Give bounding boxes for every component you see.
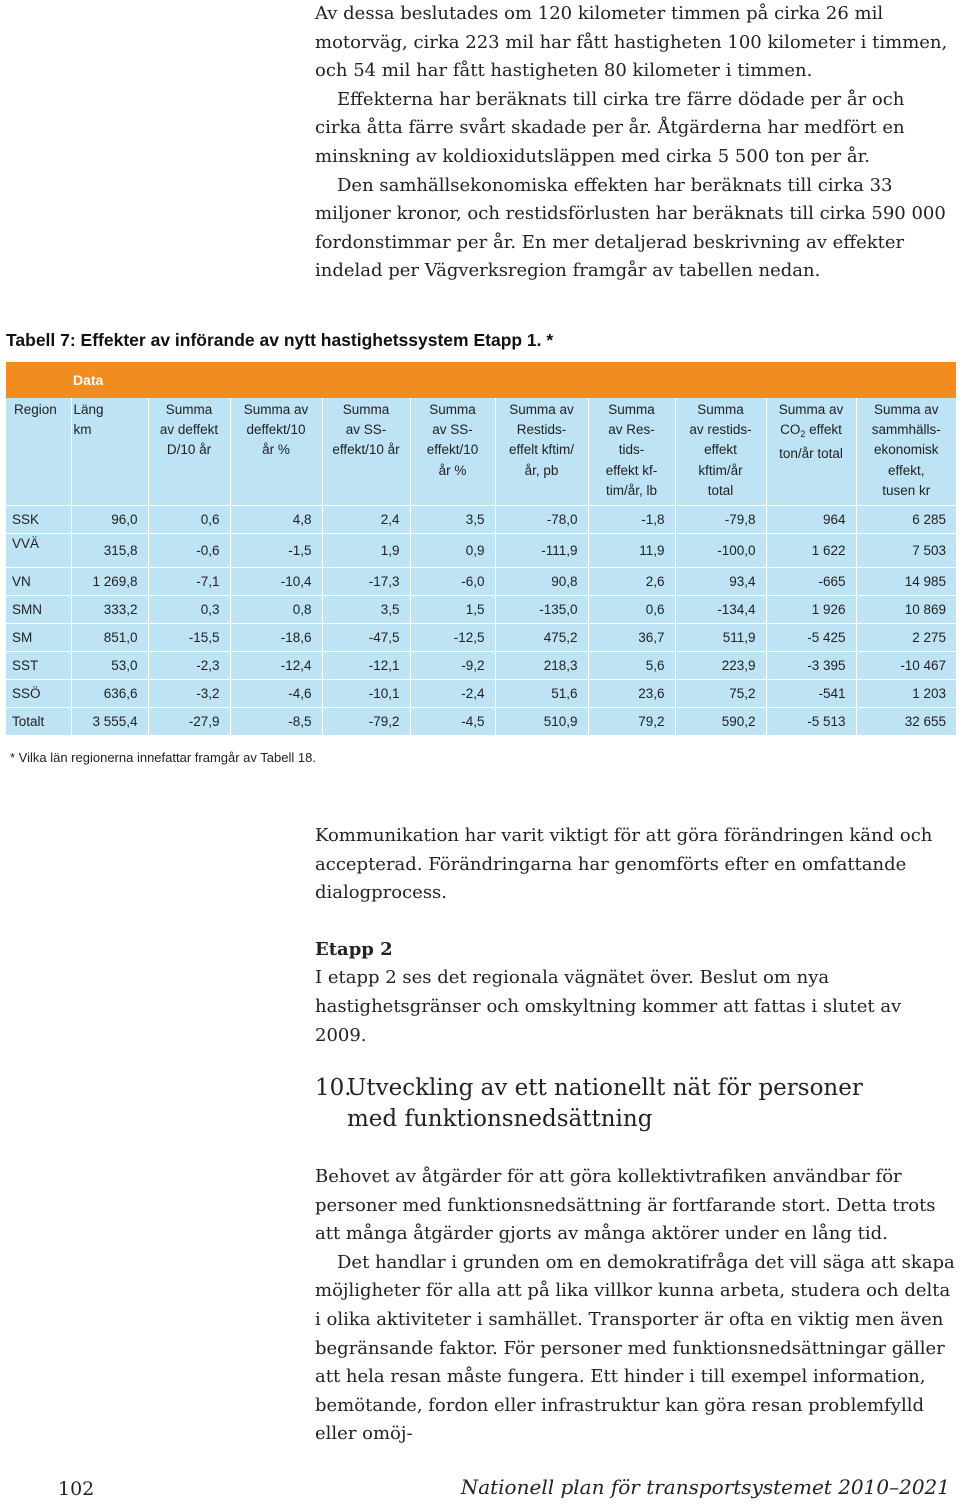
value-cell: -1,5 bbox=[230, 534, 322, 568]
column-header-line: effekt/10 bbox=[426, 442, 479, 458]
value-cell: 1 269,8 bbox=[71, 568, 148, 596]
value-cell: -10 467 bbox=[856, 652, 956, 680]
value-cell: -47,5 bbox=[322, 624, 410, 652]
value-cell: -27,9 bbox=[148, 708, 230, 736]
region-cell: SSÖ bbox=[6, 680, 71, 708]
etapp2-heading: Etapp 2 bbox=[315, 938, 393, 960]
table-row bbox=[6, 652, 956, 680]
value-cell: 636,6 bbox=[71, 680, 148, 708]
table-row bbox=[6, 568, 956, 596]
section-10-paragraph-1: Behovet av åtgärder för att göra kollektivtrafiken användbar för personer med funktionsnedsättning är fortfarande stort. Detta trots att många åtgärder gjorts av många aktörer under en lång tid. bbox=[315, 1166, 936, 1245]
column-header-line: av Res- bbox=[608, 422, 655, 438]
intro-text bbox=[315, 0, 955, 286]
value-cell: 1 926 bbox=[766, 596, 856, 624]
value-cell: -8,5 bbox=[230, 708, 322, 736]
column-header bbox=[588, 398, 675, 506]
column-header-line: effekt/10 år bbox=[332, 442, 400, 458]
column-header-line: Summa av bbox=[778, 402, 844, 417]
value-cell: 511,9 bbox=[675, 624, 766, 652]
column-header-line: Summa bbox=[165, 402, 213, 417]
column-header-line: D/10 år bbox=[166, 442, 212, 458]
section-10-paragraph-2: Det handlar i grunden om en demokratifråga det vill säga att skapa möjligheter för alla att på lika villkor kunna arbeta, studera och delta i olika aktiviteter i samhället. Transporter är ofta en viktig men även begränsande faktor. För personer med funktionsnedsättningar gäller att hela resan måste fungera. Ett hinder i till exempel information, bemötande, fordon eller infrastruktur kan göra resan problemfylld eller omöj- bbox=[315, 1251, 955, 1445]
value-cell: -0,6 bbox=[148, 534, 230, 568]
column-header-line: Restids- bbox=[516, 422, 567, 438]
intro-paragraph-1: Av dessa beslutades om 120 kilometer timmen på cirka 26 mil motorväg, cirka 223 mil har fått hastigheten 100 kilometer i timmen, och 54 mil har fått hastigheten 80 kilometer i timmen. bbox=[315, 3, 948, 82]
column-header-line: år, pb bbox=[524, 462, 559, 478]
value-cell: -665 bbox=[766, 568, 856, 596]
table-row bbox=[6, 680, 956, 708]
value-cell: 6 285 bbox=[856, 506, 956, 534]
value-cell: -3,2 bbox=[148, 680, 230, 708]
column-header bbox=[675, 398, 766, 506]
column-header-line: effelt kftim/ bbox=[508, 442, 575, 458]
region-cell: VN bbox=[6, 568, 71, 596]
value-cell: 93,4 bbox=[675, 568, 766, 596]
value-cell: -3 395 bbox=[766, 652, 856, 680]
section-title-line-2: med funktionsnedsättning bbox=[347, 1106, 653, 1132]
column-header-line: år % bbox=[438, 462, 467, 478]
section-title-line-1: Utveckling av ett nationellt nät för personer bbox=[347, 1075, 863, 1101]
value-cell: -12,4 bbox=[230, 652, 322, 680]
value-cell: 315,8 bbox=[71, 534, 148, 568]
value-cell: 7 503 bbox=[856, 534, 956, 568]
column-header-line: Summa av bbox=[243, 402, 309, 417]
section-10-heading bbox=[315, 1073, 955, 1135]
value-cell: 510,9 bbox=[495, 708, 588, 736]
value-cell: 23,6 bbox=[588, 680, 675, 708]
value-cell: 79,2 bbox=[588, 708, 675, 736]
column-header-line: Läng bbox=[73, 402, 104, 417]
effects-table bbox=[6, 362, 956, 735]
section-10-text bbox=[315, 1163, 955, 1449]
column-header bbox=[322, 398, 410, 506]
value-cell: 0,3 bbox=[148, 596, 230, 624]
column-header bbox=[495, 398, 588, 506]
value-cell: -79,8 bbox=[675, 506, 766, 534]
value-cell: 90,8 bbox=[495, 568, 588, 596]
value-cell: -10,1 bbox=[322, 680, 410, 708]
value-cell: -10,4 bbox=[230, 568, 322, 596]
column-header-line: av SS- bbox=[345, 422, 387, 438]
region-cell: VVÄ bbox=[6, 534, 71, 568]
value-cell: 475,2 bbox=[495, 624, 588, 652]
value-cell: 2,6 bbox=[588, 568, 675, 596]
value-cell: 4,8 bbox=[230, 506, 322, 534]
value-cell: -15,5 bbox=[148, 624, 230, 652]
value-cell: 96,0 bbox=[71, 506, 148, 534]
column-header-line: Summa bbox=[697, 402, 744, 417]
column-header-line: effekt kf- bbox=[605, 462, 658, 478]
value-cell: -541 bbox=[766, 680, 856, 708]
etapp2-paragraph: I etapp 2 ses det regionala vägnätet över. Beslut om nya hastighetsgränser och omskyltning kommer att fattas i slutet av 2009. bbox=[315, 967, 902, 1046]
column-header bbox=[6, 398, 71, 506]
column-header-line: tim/år, lb bbox=[605, 482, 657, 498]
column-header-line: av deffekt bbox=[159, 422, 219, 438]
column-header-line: Summa av bbox=[509, 402, 574, 417]
region-cell: Totalt bbox=[6, 708, 71, 736]
value-cell: 32 655 bbox=[856, 708, 956, 736]
table-row bbox=[6, 624, 956, 652]
value-cell: 223,9 bbox=[675, 652, 766, 680]
column-header-line: Summa bbox=[342, 402, 390, 417]
column-header-line: sammhälls- bbox=[871, 422, 941, 438]
page-number: 102 bbox=[58, 1478, 95, 1500]
table-row bbox=[6, 596, 956, 624]
value-cell: 590,2 bbox=[675, 708, 766, 736]
region-cell: SSK bbox=[6, 506, 71, 534]
value-cell: 10 869 bbox=[856, 596, 956, 624]
value-cell: -135,0 bbox=[495, 596, 588, 624]
value-cell: -12,1 bbox=[322, 652, 410, 680]
value-cell: -2,3 bbox=[148, 652, 230, 680]
column-header bbox=[230, 398, 322, 506]
value-cell: -12,5 bbox=[410, 624, 495, 652]
value-cell: 3,5 bbox=[322, 596, 410, 624]
value-cell: -17,3 bbox=[322, 568, 410, 596]
co2-suffix: effekt bbox=[805, 422, 842, 438]
column-header-line: Summa bbox=[429, 402, 476, 417]
value-cell: 1,5 bbox=[410, 596, 495, 624]
co2-text: CO bbox=[780, 422, 801, 438]
value-cell: -134,4 bbox=[675, 596, 766, 624]
value-cell: 75,2 bbox=[675, 680, 766, 708]
column-header-line: av restids- bbox=[689, 422, 752, 438]
column-header bbox=[410, 398, 495, 506]
value-cell: -4,5 bbox=[410, 708, 495, 736]
column-header-line: total bbox=[707, 482, 734, 498]
table-footnote: * Vilka län regionerna innefattar framgår av Tabell 18. bbox=[10, 750, 316, 765]
value-cell: 1 203 bbox=[856, 680, 956, 708]
value-cell: 2,4 bbox=[322, 506, 410, 534]
region-cell: SM bbox=[6, 624, 71, 652]
column-header-line: effekt, bbox=[887, 462, 925, 478]
value-cell: 0,6 bbox=[588, 596, 675, 624]
column-header-line: Summa bbox=[608, 402, 655, 417]
column-header-line: km bbox=[73, 422, 92, 438]
value-cell: -79,2 bbox=[322, 708, 410, 736]
column-header-line: Region bbox=[14, 402, 57, 417]
value-cell: -5 513 bbox=[766, 708, 856, 736]
column-header bbox=[148, 398, 230, 506]
value-cell: -18,6 bbox=[230, 624, 322, 652]
column-header-line: tusen kr bbox=[882, 482, 931, 498]
value-cell: 0,8 bbox=[230, 596, 322, 624]
value-cell: 36,7 bbox=[588, 624, 675, 652]
after-table-text bbox=[315, 822, 955, 1050]
column-header-line: ton/år total bbox=[779, 446, 843, 462]
table-header-band bbox=[6, 362, 956, 398]
table-row bbox=[6, 506, 956, 534]
value-cell: 14 985 bbox=[856, 568, 956, 596]
value-cell: -100,0 bbox=[675, 534, 766, 568]
value-cell: 3 555,4 bbox=[71, 708, 148, 736]
value-cell: 1,9 bbox=[322, 534, 410, 568]
value-cell: 964 bbox=[766, 506, 856, 534]
column-header-line: Summa av bbox=[873, 402, 939, 417]
region-cell: SMN bbox=[6, 596, 71, 624]
column-header-line: av SS- bbox=[432, 422, 473, 438]
value-cell: 3,5 bbox=[410, 506, 495, 534]
value-cell: -4,6 bbox=[230, 680, 322, 708]
value-cell: 53,0 bbox=[71, 652, 148, 680]
value-cell: -1,8 bbox=[588, 506, 675, 534]
value-cell: -9,2 bbox=[410, 652, 495, 680]
value-cell: -5 425 bbox=[766, 624, 856, 652]
column-header bbox=[766, 398, 856, 506]
value-cell: -6,0 bbox=[410, 568, 495, 596]
column-header-line: år % bbox=[262, 442, 290, 458]
value-cell: 0,6 bbox=[148, 506, 230, 534]
data-label: Data bbox=[71, 362, 956, 398]
intro-paragraph-2: Effekterna har beräknats till cirka tre färre dödade per år och cirka åtta färre svårt skadade per år. Åtgärderna har medfört en minskning av koldioxidutsläppen med cirka 5 500 ton per år. bbox=[315, 88, 905, 167]
running-title: Nationell plan för transportsystemet 2010–2021 bbox=[460, 1475, 950, 1499]
value-cell: 851,0 bbox=[71, 624, 148, 652]
region-cell: SST bbox=[6, 652, 71, 680]
column-header-line bbox=[767, 420, 856, 444]
table-row bbox=[6, 534, 956, 568]
value-cell: 0,9 bbox=[410, 534, 495, 568]
column-header-line: effekt bbox=[704, 442, 737, 458]
value-cell: -2,4 bbox=[410, 680, 495, 708]
communication-paragraph: Kommunikation har varit viktigt för att göra förändringen känd och accepterad. Förändringarna har genomförts efter en omfattande dialogprocess. bbox=[315, 825, 933, 904]
table-column-headers bbox=[6, 398, 956, 506]
value-cell: -111,9 bbox=[495, 534, 588, 568]
value-cell: 2 275 bbox=[856, 624, 956, 652]
section-number: 10. bbox=[315, 1075, 352, 1101]
value-cell: 333,2 bbox=[71, 596, 148, 624]
column-header-line: tids- bbox=[618, 442, 645, 458]
value-cell: 1 622 bbox=[766, 534, 856, 568]
column-header bbox=[71, 398, 148, 506]
column-header bbox=[856, 398, 956, 506]
co2-subscript: 2 bbox=[800, 429, 806, 440]
value-cell: 218,3 bbox=[495, 652, 588, 680]
intro-paragraph-3: Den samhällsekonomiska effekten har beräknats till cirka 33 miljoner kronor, och restidsförlusten har beräknats till cirka 590 000 fordonstimmar per år. En mer detaljerad beskrivning av effekter indelad per Vägverksregion framgår av tabellen nedan. bbox=[315, 174, 946, 282]
value-cell: 5,6 bbox=[588, 652, 675, 680]
column-header-line: kftim/år bbox=[698, 462, 743, 478]
table-title: Tabell 7: Effekter av införande av nytt hastighetssystem Etapp 1. * bbox=[6, 330, 554, 350]
value-cell: 51,6 bbox=[495, 680, 588, 708]
column-header-line: deffekt/10 bbox=[246, 422, 306, 438]
value-cell: -7,1 bbox=[148, 568, 230, 596]
table-row bbox=[6, 708, 956, 736]
column-header-line: ekonomisk bbox=[873, 442, 939, 458]
value-cell: -78,0 bbox=[495, 506, 588, 534]
value-cell: 11,9 bbox=[588, 534, 675, 568]
